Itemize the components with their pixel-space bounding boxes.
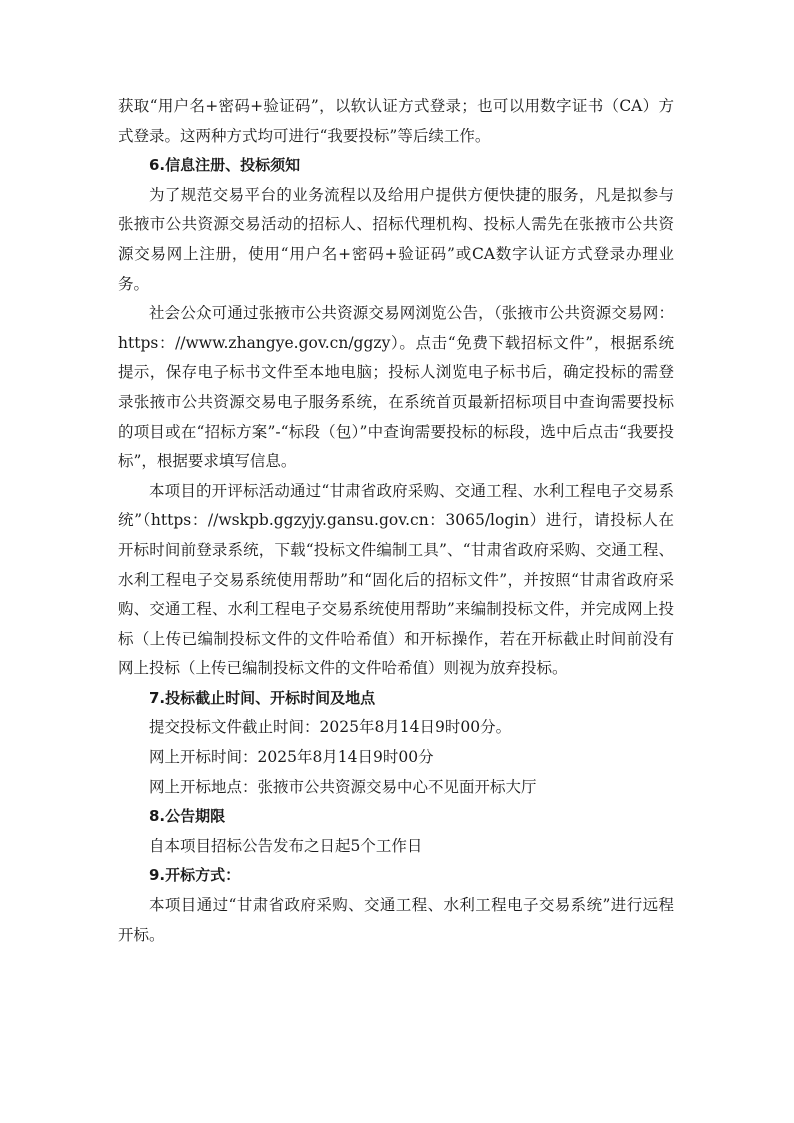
intro-continuation-paragraph: 获取“用户名+密码+验证码”，以软认证方式登录；也可以用数字证书（CA）方式登录。这两种方式均可进行“我要投标”等后续工作。 — [118, 97, 674, 145]
section-8-heading: 8.公告期限 — [149, 807, 226, 826]
opening-time-line: 网上开标时间：2025年8月14日9时00分 — [149, 748, 434, 767]
section-6-paragraph-3: 本项目的开评标活动通过“甘肃省政府采购、交通工程、水利工程电子交易系统”（https：//wskpb.ggzyjy.gansu.gov.cn：3065/login）进行，请投标人在开标时间前登录系统，下载“投标文件编制工具”、“甘肃省政府采购、交通工程、水利工程电子交易系统使用帮助”和“固化后的招标文件”，并按照“甘肃省政府采购、交通工程、水利工程电子交易系统使用帮助”来编制投标文件，并完成网上投标（上传已编制投标文件的文件哈希值）和开标操作，若在开标截止时间前没有网上投标（上传已编制投标文件的文件哈希值）则视为放弃投标。 — [118, 481, 674, 678]
notice-period-line: 自本项目招标公告发布之日起5个工作日 — [149, 836, 423, 855]
section-9-heading: 9.开标方式： — [149, 866, 241, 885]
document-page — [118, 92, 674, 950]
section-6-paragraph-1: 为了规范交易平台的业务流程以及给用户提供方便快捷的服务，凡是拟参与张掖市公共资源交易活动的招标人、招标代理机构、投标人需先在张掖市公共资源交易网上注册，使用“用户名+密码+验证码”或CA数字认证方式登录办理业务。 — [118, 185, 674, 293]
section-6-heading: 6.信息注册、投标须知 — [149, 156, 301, 175]
bid-deadline-line: 提交投标文件截止时间：2025年8月14日9时00分。 — [149, 718, 512, 737]
section-7-heading: 7.投标截止时间、开标时间及地点 — [149, 688, 376, 707]
opening-location-line: 网上开标地点：张掖市公共资源交易中心不见面开标大厅 — [149, 777, 537, 796]
opening-method-paragraph: 本项目通过“甘肃省政府采购、交通工程、水利工程电子交易系统”进行远程开标。 — [118, 896, 674, 944]
section-6-paragraph-2: 社会公众可通过张掖市公共资源交易网浏览公告，（张掖市公共资源交易网：https：//www.zhangye.gov.cn/ggzy）。点击“免费下载招标文件”，根据系统提示，保存电子标书文件至本地电脑；投标人浏览电子标书后，确定投标的需登录张掖市公共资源交易电子服务系统，在系统首页最新招标项目中查询需要投标的项目或在“招标方案”-“标段（包）”中查询需要投标的标段，选中后点击“我要投标”，根据要求填写信息。 — [118, 304, 674, 471]
